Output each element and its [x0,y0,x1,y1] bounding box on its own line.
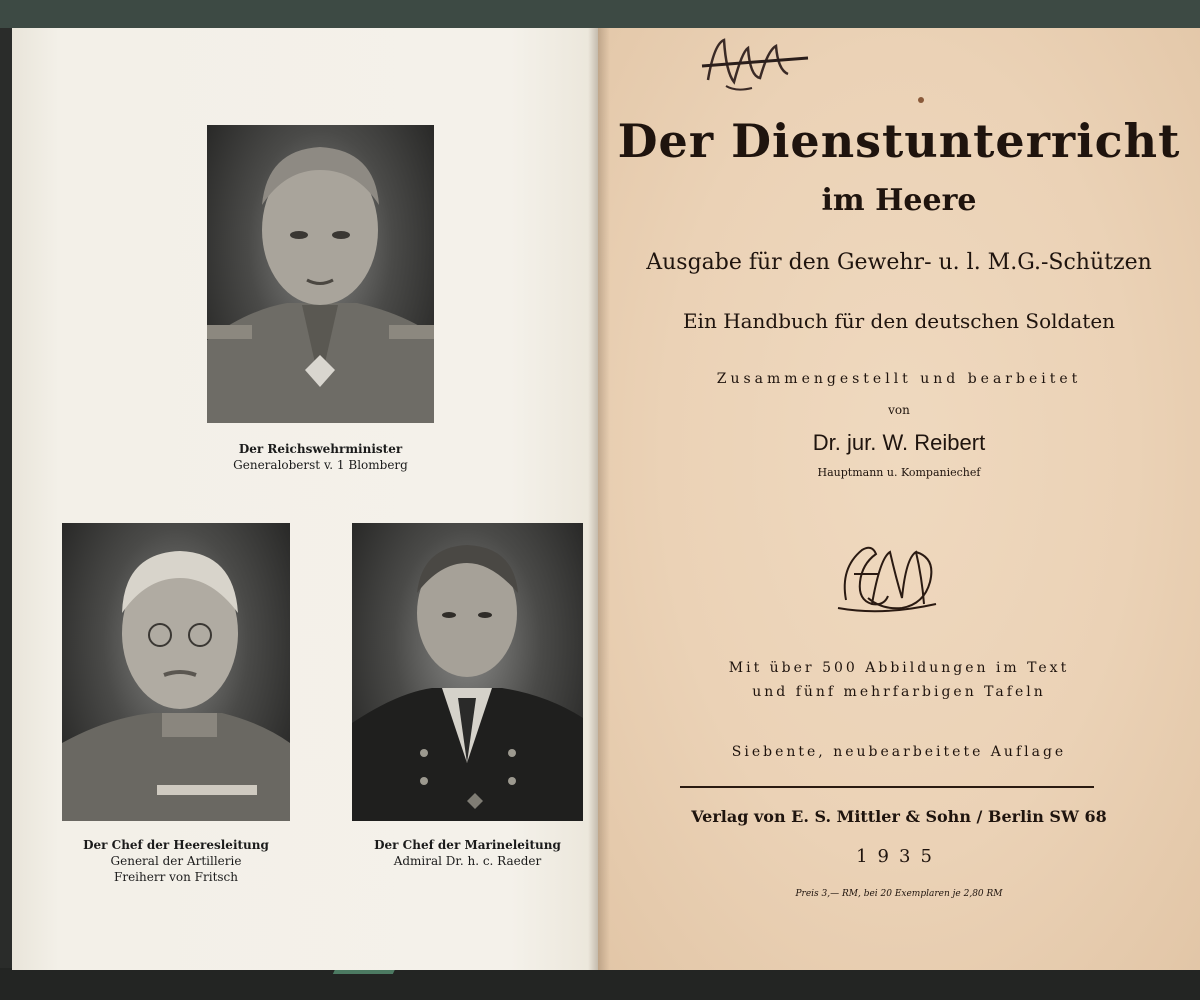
portrait-photo-blomberg [207,125,434,423]
caption-raeder [340,837,595,869]
portrait-photo-raeder [352,523,583,821]
illustrations-line-2: und fünf mehrfarbigen Tafeln [752,684,1046,700]
handbook-line: Ein Handbuch für den deutschen Soldaten [682,309,1116,333]
edition-for: Ausgabe für den Gewehr- u. l. M.G.-Schützen [646,250,1152,275]
caption-line: Der Chef der Heeresleitung [83,838,269,852]
paper-speck [918,97,924,103]
caption-fritsch [42,837,310,885]
right-page [598,28,1200,970]
price-line: Preis 3,— RM, bei 20 Exemplaren je 2,80 RM [795,889,1003,899]
caption-line: Admiral Dr. h. c. Raeder [393,854,542,868]
caption-line: Der Reichswehrminister [238,442,403,456]
handwritten-signature [696,32,816,102]
author-name: Dr. jur. W. Reibert [812,430,986,455]
illustrations-line-1: Mit über 500 Abbildungen im Text [728,660,1070,676]
book-subtitle: im Heere [821,183,977,218]
compiled-line: Zusammengestellt und bearbeitet [716,371,1082,387]
portrait-photo-fritsch [62,523,290,821]
by-line: von [888,403,910,417]
backdrop-bottom [0,968,1200,1000]
caption-line: General der Artillerie [110,854,242,868]
caption-blomberg [207,441,434,473]
book-title: Der Dienstunterricht [617,114,1181,168]
publication-year: 1935 [856,846,942,867]
book-gutter [588,28,610,970]
caption-line: Der Chef der Marineleitung [374,838,561,852]
caption-line: Freiherr von Fritsch [114,870,238,884]
backdrop-top [0,0,1200,28]
publisher-monogram-logo [832,538,942,618]
publisher-line: Verlag von E. S. Mittler & Sohn / Berlin SW 68 [691,807,1107,826]
author-rank: Hauptmann u. Kompaniechef [817,466,981,479]
edition-line: Siebente, neubearbeitete Auflage [731,744,1067,760]
caption-line: Generaloberst v. 1 Blomberg [233,458,408,472]
divider-rule [680,786,1094,788]
